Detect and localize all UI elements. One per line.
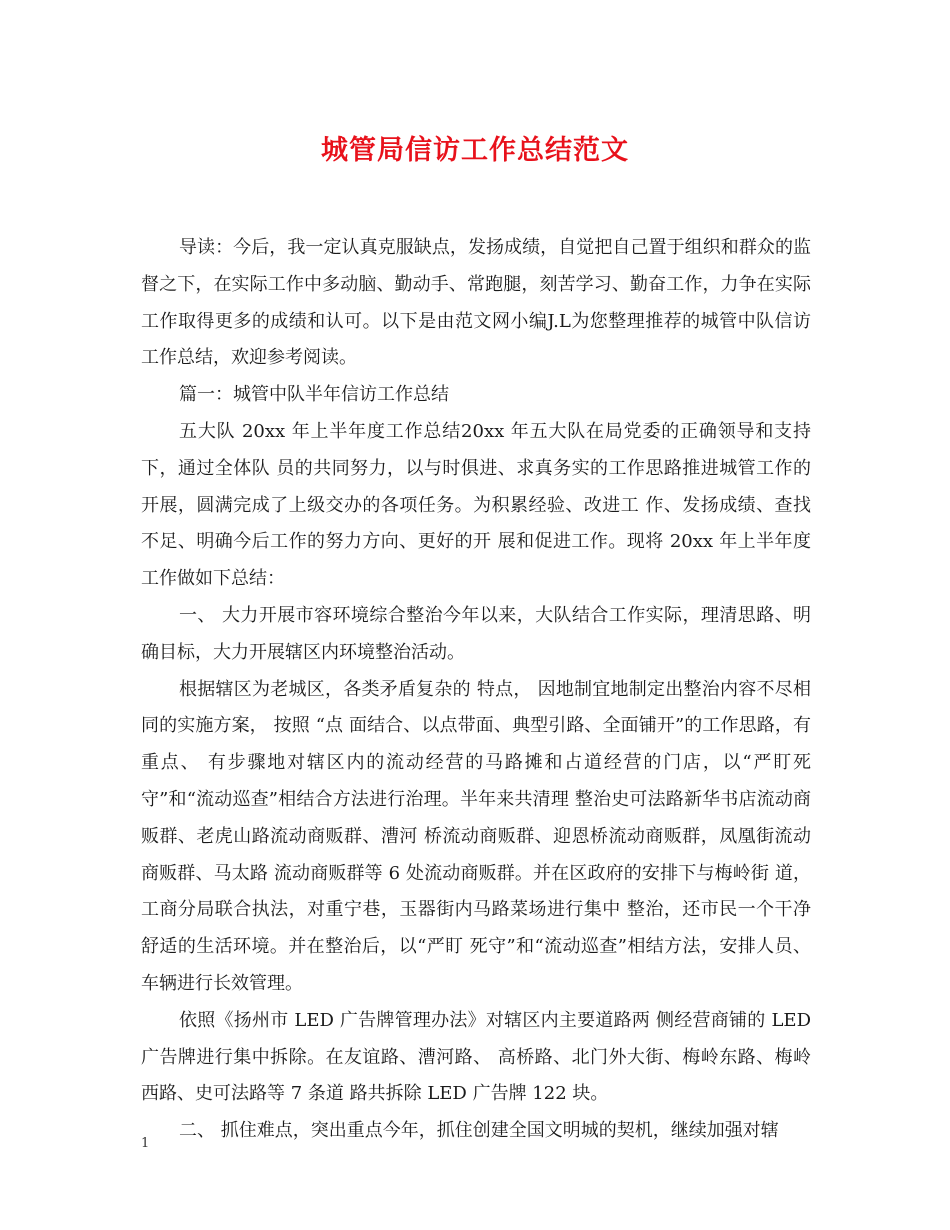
document-body xyxy=(141,230,811,1150)
body-paragraph: 五大队 20xx 年上半年度工作总结20xx 年五大队在局党委的正确领导和支持下，通过全体队 员的共同努力，以与时俱进、求真务实的工作思路推进城管工作的开展，圆满完成了上级交办的各项任务。为积累经验、改进工 作、发扬成绩、查找不足、明确今后工作的努力方向、更好的开 展和促进工作。现将 20xx 年上半年度工作做如下总结： xyxy=(141,420,811,590)
body-paragraph: 一、 大力开展市容环境综合整治今年以来，大队结合工作实际，理清思路、明确目标，大力开展辖区内环境整治活动。 xyxy=(141,604,811,663)
body-paragraph: 二、 抓住难点，突出重点今年，抓住创建全国文明城的契机，继续加强对辖 xyxy=(179,1120,779,1142)
document-title: 城管局信访工作总结范文 xyxy=(321,135,629,166)
intro-paragraph: 导读：今后，我一定认真克服缺点，发扬成绩，自觉把自己置于组织和群众的监督之下，在实际工作中多动脑、勤动手、常跑腿，刻苦学习、勤奋工作，力争在实际工作取得更多的成绩和认可。以下是由范文网小编J.L为您整理推荐的城管中队信访工作总结，欢迎参考阅读。 xyxy=(141,237,811,369)
section-heading-part-one: 篇一：城管中队半年信访工作总结 xyxy=(179,384,449,406)
page-number: 1 xyxy=(141,1136,150,1151)
body-paragraph: 依照《扬州市 LED 广告牌管理办法》对辖区内主要道路两 侧经营商铺的 LED 广告牌进行集中拆除。在友谊路、漕河路、 高桥路、北门外大街、梅岭东路、梅岭西路、史可法路等 7 条道 路共拆除 LED 广告牌 122 块。 xyxy=(141,1009,811,1105)
body-paragraph: 根据辖区为老城区，各类矛盾复杂的 特点， 因地制宜地制定出整治内容不尽相同的实施方案， 按照 “点 面结合、以点带面、典型引路、全面铺开”的工作思路，有重点、 有步骤地对辖区内的流动经营的马路摊和占道经营的门店，以“严盯死守”和“流动巡查”相结合方法进行治理。半年来共清理 整治史可法路新华书店流动商贩群、老虎山路流动商贩群、漕河 桥流动商贩群、迎恩桥流动商贩群，凤凰街流动商贩群、马太路 流动商贩群等 6 处流动商贩群。并在区政府的安排下与梅岭街 道，工商分局联合执法，对重宁巷，玉器街内马路菜场进行集中 整治，还市民一个干净舒适的生活环境。并在整治后，以“严盯 死守”和“流动巡查”相结方法，安排人员、车辆进行长效管理。 xyxy=(141,678,811,994)
